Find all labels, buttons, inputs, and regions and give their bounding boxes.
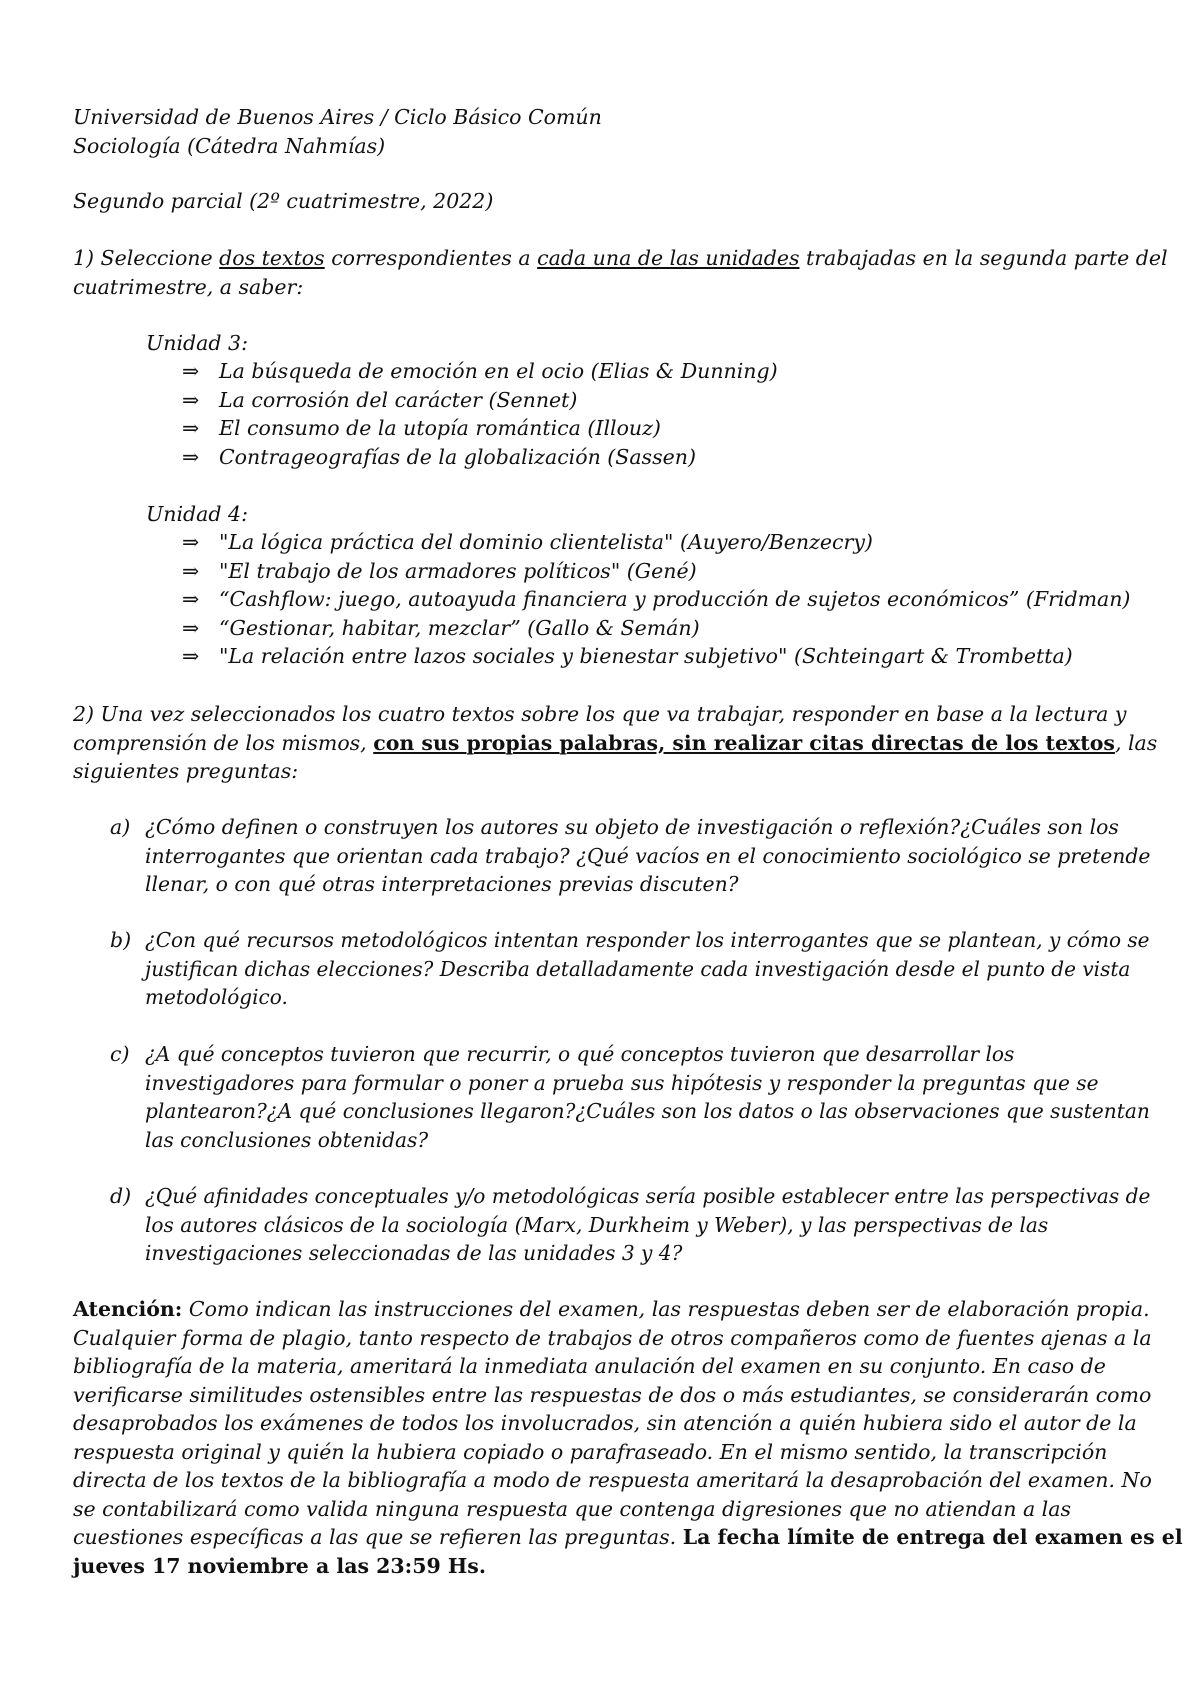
unit-4-list: [182, 528, 1130, 671]
list-item: ⇒ Contrageografías de la globalización (Sassen): [182, 443, 778, 472]
question-2: [73, 700, 1158, 786]
arrow-icon: ⇒: [182, 644, 200, 668]
sub-question-letter: b): [110, 928, 132, 952]
arrow-icon: ⇒: [182, 444, 200, 469]
arrow-icon: ⇒: [182, 530, 200, 554]
header: [73, 103, 1133, 160]
question-2-line-2: comprensión de los mismos, con sus propias palabras, sin realizar citas directas de los textos, las: [73, 730, 1158, 755]
list-item: ⇒ "El trabajo de los armadores políticos" (Gené): [182, 557, 1130, 586]
unit-3-list: [182, 357, 778, 471]
arrow-icon: ⇒: [182, 558, 200, 583]
question-2-line-3: siguientes preguntas:: [73, 759, 299, 783]
deadline-date: jueves 17 noviembre a las 23:59 Hs.: [73, 1553, 486, 1578]
arrow-icon: ⇒: [182, 615, 200, 640]
course-line: Sociología (Cátedra Nahmías): [73, 133, 386, 158]
list-item: ⇒ El consumo de la utopía romántica (Illouz): [182, 414, 778, 443]
sub-question-letter: d): [110, 1184, 132, 1208]
arrow-icon: ⇒: [182, 416, 200, 440]
question-1-line-2: cuatrimestre, a saber:: [73, 274, 304, 299]
exam-title: Segundo parcial (2º cuatrimestre, 2022): [73, 189, 494, 213]
underlined-dos-textos: dos textos: [219, 246, 325, 270]
list-item: ⇒ "La lógica práctica del dominio clientelista" (Auyero/Benzecry): [182, 528, 1130, 557]
unit-4-title: Unidad 4:: [146, 502, 248, 526]
list-item: ⇒ “Gestionar, habitar, mezclar” (Gallo & Semán): [182, 614, 1130, 643]
question-1-line-1: 1) Seleccione dos textos correspondientes a cada una de las unidades trabajadas en la segunda parte del: [73, 246, 1168, 270]
arrow-icon: ⇒: [182, 387, 200, 412]
sub-question-letter: c): [110, 1042, 130, 1066]
exam-page: Universidad de Buenos Aires / Ciclo Básico Común Sociología (Cátedra Nahmías) Segundo parcial (2º cuatrimestre, 2022) 1) Seleccione dos textos correspondientes a cada una de las unidades trabajadas en la segunda parte del cuatrimestre, a saber: Unidad 3: ⇒ La búsqueda de emoción en el ocio (Elias & Dunning) ⇒ La corrosión del carácter (Sennet) ⇒ El consumo de la utopía romántica (Illouz) ⇒ Contrageografías de la globalización (Sassen) Unidad 4: ⇒ "La lógica práctica del dominio clientelista" (Auyero/Benzecry) ⇒ "El trabajo de los armadores políticos" (Gené) ⇒ “Cashflow: juego, autoayuda financiera y producción de sujetos económicos” (Fridman) ⇒ “Gestionar, habitar, mezclar” (Gallo & Semán) ⇒ "La relación entre lazos sociales y bienestar subjetivo" (Schteingart & Trombetta) 2) Una vez seleccionados los cuatro textos sobre los que va trabajar, responder en base a la lectura y comprensión de los mismos, con sus propias palabras, sin realizar citas directas de los textos, las siguientes preguntas: a) ¿Cómo definen o construyen los autores su objeto de investigación o reflexión?¿Cuáles son los interrogantes que orientan cada trabajo? ¿Qué vacíos en el conocimiento sociológico se pretende llenar, o con qué otras interpretaciones previas discuten? b) ¿Con qué recursos metodológicos intentan responder los interrogantes que se plantean, y cómo se justifican dichas elecciones? Describa detalladamente cada investigación desde el punto de vista metodológico. c) ¿A qué conceptos tuvieron que recurrir, o qué conceptos tuvieron que desarrollar los investigadores para formular o poner a prueba sus hipótesis y responder la preguntas que se plantearon?¿A qué conclusiones llegaron?¿Cuáles son los datos o las observaciones que sustentan las conclusiones obtenidas? d) ¿Qué afinidades conceptuales y/o metodológicas sería posible establecer entre las perspectivas de los autores clásicos de la sociología (Marx, Durkheim y Weber), y las perspectivas de las investigaciones seleccionadas de las unidades 3 y 4? Atención: Como indican las instrucciones del examen, las respuestas deben ser de elaboración propia. Cualquier forma de plagio, tanto respecto de trabajos de otros compañeros como de fuentes ajenas a la bibliografía de la materia, ameritará la inmediata anulación del examen en su conjunto. En caso de verificarse similitudes ostensibles entre las respuestas de dos o más estudiantes, se considerarán como desaprobados los exámenes de todos los involucrados, sin atención a quién hubiera sido el autor de la respuesta original y quién la hubiera copiado o parafraseado. En el mismo sentido, la transcripción directa de los textos de la bibliografía a modo de respuesta ameritará la desaprobación del examen. No se contabilizará como valida ninguna respuesta que contenga digresiones que no atiendan a las cuestiones específicas a las que se refieren las preguntas. La fecha límite de entrega del examen es el jueves 17 noviembre a las 23:59 Hs.: [0, 0, 1200, 1698]
attention-notice: Atención: Como indican las instrucciones del examen, las respuestas deben ser de elaboración propia. Cualquier forma de plagio, tanto respecto de trabajos de otros compañeros como de fuentes ajenas a la bibliografía de la materia, ameritará la inmediata anulación del examen en su conjunto. En caso de verificarse similitudes ostensibles entre las respuestas de dos o más estudiantes, se considerarán como desaprobados los exámenes de todos los involucrados, sin atención a quién hubiera sido el autor de la respuesta original y quién la hubiera copiado o parafraseado. En el mismo sentido, la transcripción directa de los textos de la bibliografía a modo de respuesta ameritará la desaprobación del examen. No se contabilizará como valida ninguna respuesta que contenga digresiones que no atiendan a las cuestiones específicas a las que se refieren las preguntas. La fecha límite de entrega del examen es el jueves 17 noviembre a las 23:59 Hs.: [73, 1295, 1133, 1580]
underlined-cada-unidad: cada una de las unidades: [537, 246, 800, 270]
arrow-icon: ⇒: [182, 587, 200, 611]
list-item: ⇒ La corrosión del carácter (Sennet): [182, 386, 778, 415]
university-line: Universidad de Buenos Aires / Ciclo Básico Común: [73, 105, 602, 129]
arrow-icon: ⇒: [182, 359, 200, 383]
question-1: [73, 244, 1168, 301]
unit-3-title: Unidad 3:: [146, 331, 248, 355]
attention-label: Atención:: [73, 1297, 183, 1321]
list-item: ⇒ “Cashflow: juego, autoayuda financiera y producción de sujetos económicos” (Fridman): [182, 585, 1130, 614]
deadline-text: La fecha límite de entrega del examen es el: [682, 1525, 1183, 1549]
list-item: ⇒ "La relación entre lazos sociales y bienestar subjetivo" (Schteingart & Trombetta): [182, 642, 1130, 671]
sub-question-letter: a): [110, 815, 131, 839]
list-item: ⇒ La búsqueda de emoción en el ocio (Elias & Dunning): [182, 357, 778, 386]
emphasis-own-words: con sus propias palabras, sin realizar citas directas de los textos: [373, 730, 1115, 755]
question-2-line-1: 2) Una vez seleccionados los cuatro textos sobre los que va trabajar, responder en base a la lectura y: [73, 702, 1127, 726]
